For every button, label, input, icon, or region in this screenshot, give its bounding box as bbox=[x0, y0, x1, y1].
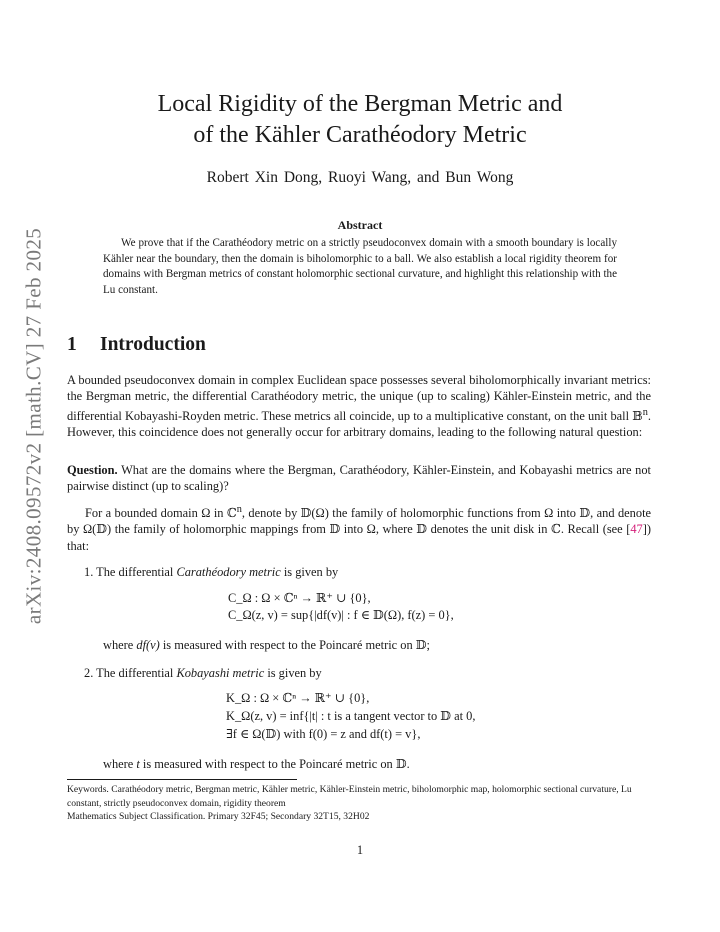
unit-ball-symbol: 𝔹 bbox=[632, 408, 643, 423]
section-title: Introduction bbox=[100, 334, 206, 355]
equation-line: C_Ω : Ω × ℂⁿ → ℝ⁺ ∪ {0}, bbox=[228, 591, 371, 605]
list-marker: 1. bbox=[84, 565, 94, 579]
list-item bbox=[84, 665, 322, 681]
abstract-text: We prove that if the Carathéodory metric on a strictly pseudoconvex domain with a smooth boundary is locally Kähler near the boundary, then the domain is biholomorphic to a ball. We also establish a local rigidity theorem for domains with Bergman metrics of constant holomorphic sectional curvature, and highlight this relationship with the Lu constant. bbox=[103, 237, 618, 296]
section-number: 1 bbox=[67, 334, 77, 355]
dimension-superscript: n bbox=[236, 504, 242, 515]
list-item bbox=[84, 564, 338, 580]
paper-title bbox=[0, 89, 720, 151]
where-text: is measured with respect to the Poincaré metric on 𝔻; bbox=[159, 638, 430, 652]
intro-p2-text-c: ]) that: bbox=[67, 522, 651, 553]
equation-line: C_Ω(z, v) = sup{|df(v)| : f ∈ 𝔻(Ω), f(z) = 0}, bbox=[228, 608, 454, 622]
footnote-msc: Mathematics Subject Classification. Primary 32F45; Secondary 32T15, 32H02 bbox=[67, 811, 370, 822]
arxiv-identifier-text: arXiv:2408.09572v2 [math.CV] 27 Feb 2025 bbox=[21, 227, 46, 625]
list-tail-text: is given by bbox=[264, 666, 322, 680]
intro-paragraph-1 bbox=[67, 372, 651, 440]
where-word: where bbox=[103, 638, 137, 652]
footnote-keywords: Keywords. Carathéodory metric, Bergman metric, Kähler metric, Kähler-Einstein metric, biholomorphic map, holomorphic sectional curvature, Lu constant, strictly pseudoconvex domain, rigidity theorem bbox=[67, 784, 632, 809]
intro-p1-text-b: . However, this coincidence does not generally occur for arbitrary domains, leading to the following natural question: bbox=[67, 408, 651, 440]
abstract-heading: Abstract bbox=[337, 218, 383, 232]
list-tail-text: is given by bbox=[280, 565, 339, 579]
intro-p1-text-a: A bounded pseudoconvex domain in complex Euclidean space possesses several biholomorphically invariant metrics: the Bergman metric, the differential Carathéodory metric, the unique (up to scaling) Kähler-Einstein metric, and the differential Kobayashi-Royden metric. These metrics all coincide, up to a multiplicative constant, on the unit ball bbox=[67, 373, 651, 423]
equation-line: ∃f ∈ Ω(𝔻) with f(0) = z and df(t) = v}, bbox=[226, 727, 421, 741]
defined-term: Carathéodory metric bbox=[176, 565, 281, 579]
unit-ball-superscript: n bbox=[642, 406, 648, 418]
equation-line: K_Ω : Ω × ℂⁿ → ℝ⁺ ∪ {0}, bbox=[226, 691, 370, 705]
list-marker: 2. bbox=[84, 666, 94, 680]
question-paragraph bbox=[67, 462, 651, 495]
title-line-1: Local Rigidity of the Bergman Metric and bbox=[157, 91, 563, 117]
intro-p2-text-b: , denote by 𝔻(Ω) the family of holomorphic functions from Ω into 𝔻, and denote by Ω(𝔻) the family of holomorphic mappings from 𝔻 into Ω, where 𝔻 denotes the unit disk in ℂ. Recall (see [ bbox=[67, 506, 652, 537]
intro-p2-text-a: For a bounded domain Ω in ℂ bbox=[85, 506, 237, 521]
where-clause bbox=[103, 637, 430, 653]
footnote bbox=[67, 783, 651, 824]
intro-paragraph-2 bbox=[67, 502, 651, 554]
page-number: 1 bbox=[356, 843, 364, 857]
question-text: What are the domains where the Bergman, Carathéodory, Kähler-Einstein, and Kobayashi metrics are not pairwise distinct (up to scaling)? bbox=[67, 463, 651, 494]
question-label: Question. bbox=[67, 463, 118, 477]
where-variable: t bbox=[136, 757, 140, 771]
footnote-rule bbox=[67, 779, 297, 780]
citation-link[interactable]: 47 bbox=[630, 522, 643, 537]
section-heading bbox=[67, 334, 206, 356]
equation-line: K_Ω(z, v) = inf{|t| : t is a tangent vector to 𝔻 at 0, bbox=[226, 709, 476, 723]
author-list: Robert Xin Dong, Ruoyi Wang, and Bun Wong bbox=[206, 169, 514, 186]
where-clause bbox=[103, 756, 410, 772]
list-lead-text: The differential bbox=[96, 666, 177, 680]
where-word: where bbox=[103, 757, 137, 771]
title-line-2: of the Kähler Carathéodory Metric bbox=[193, 122, 527, 148]
where-text: is measured with respect to the Poincaré metric on 𝔻. bbox=[139, 757, 410, 771]
list-lead-text: The differential bbox=[96, 565, 177, 579]
defined-term: Kobayashi metric bbox=[176, 666, 265, 680]
where-variable: df(v) bbox=[136, 638, 160, 652]
